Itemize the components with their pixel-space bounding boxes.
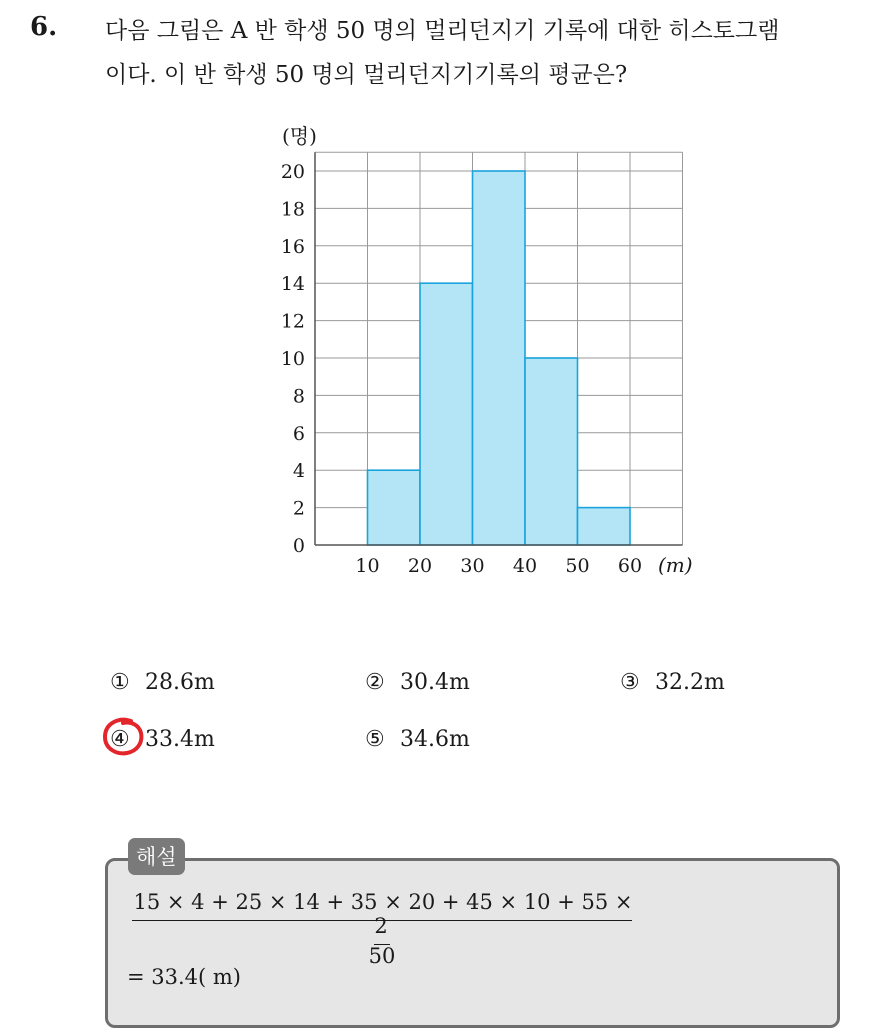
y-tick-label: 20: [280, 161, 305, 183]
choice-3-text: 32.2m: [655, 670, 725, 695]
choice-2[interactable]: [365, 670, 470, 695]
solution-tab: 해설: [128, 838, 185, 875]
histogram-bar: [578, 508, 631, 545]
x-tick-label: 40: [512, 555, 538, 577]
y-tick-label: 10: [280, 348, 305, 370]
x-tick-label: 20: [407, 555, 433, 577]
choice-4-mark: ④: [110, 727, 130, 752]
choice-5-mark: ⑤: [365, 727, 385, 752]
x-axis-label: (m): [658, 553, 693, 577]
choice-3[interactable]: [620, 670, 725, 695]
choice-1-mark: ①: [110, 670, 130, 695]
choice-4-text: 33.4m: [145, 727, 215, 752]
choice-3-mark: ③: [620, 670, 640, 695]
answer-circle-mark: [101, 717, 145, 757]
question-number: 6.: [30, 12, 58, 42]
solution-fraction: [127, 890, 637, 968]
y-tick-label: 6: [292, 422, 305, 445]
choice-5-text: 34.6m: [400, 727, 470, 752]
y-tick-label: 0: [292, 535, 305, 557]
fraction-denominator: 50: [368, 944, 396, 968]
histogram-bar: [525, 358, 578, 545]
x-tick-label: 50: [565, 555, 590, 577]
histogram-bar: [473, 171, 526, 545]
choice-2-text: 30.4m: [400, 670, 470, 695]
histogram-bar: [368, 470, 421, 545]
histogram-chart: [230, 115, 710, 590]
y-tick-label: 12: [280, 310, 305, 333]
y-tick-label: 8: [292, 385, 305, 408]
histogram-bar: [420, 283, 473, 545]
x-tick-label: 60: [617, 555, 643, 577]
choice-1-text: 28.6m: [145, 670, 215, 695]
x-tick-label: 10: [355, 555, 380, 577]
question-text-line-1: 다음 그림은 A 반 학생 50 명의 멀리던지기 기록에 대한 히스토그램: [105, 18, 780, 44]
y-tick-label: 18: [280, 198, 305, 221]
y-axis-label: (명): [282, 124, 317, 148]
choice-2-mark: ②: [365, 670, 385, 695]
y-tick-label: 4: [292, 460, 305, 483]
y-tick-label: 14: [280, 273, 305, 296]
choice-1[interactable]: [110, 670, 215, 695]
choice-5[interactable]: [365, 727, 470, 752]
y-tick-label: 16: [280, 235, 305, 258]
question-text-line-2: 이다. 이 반 학생 50 명의 멀리던지기기록의 평균은?: [105, 62, 628, 88]
solution-result: = 33.4( m): [127, 965, 242, 989]
x-tick-label: 30: [460, 555, 485, 577]
fraction-numerator: 15 × 4 + 25 × 14 + 35 × 20 + 45 × 10 + 55 × 2: [132, 890, 633, 945]
y-tick-label: 2: [292, 497, 305, 520]
